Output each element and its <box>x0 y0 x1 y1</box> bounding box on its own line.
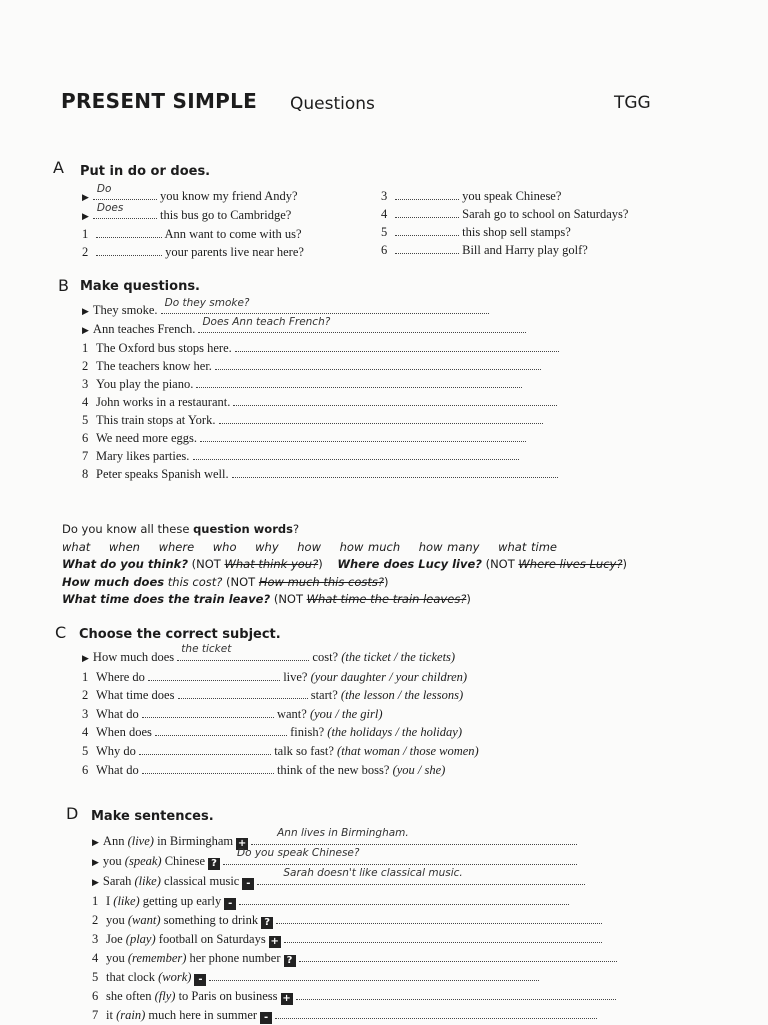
answer-field[interactable] <box>276 912 602 924</box>
section-b-list <box>82 297 559 483</box>
minus-icon: - <box>260 1012 272 1024</box>
minus-icon: - <box>242 878 254 890</box>
list-item: 1 The Oxford bus stops here. <box>82 339 559 357</box>
page-code: TGG <box>614 93 651 113</box>
section-d-letter: D <box>66 804 79 823</box>
answer-field[interactable]: Does <box>93 207 157 219</box>
plus-icon: + <box>237 838 247 849</box>
list-item: 8 Peter speaks Spanish well. <box>82 465 559 483</box>
page-title: PRESENT SIMPLE <box>61 89 258 113</box>
list-item: 6 What do think of the new boss? (you / she) <box>82 762 446 777</box>
question-words-box <box>62 521 627 609</box>
list-item: 3 You play the piano. <box>82 375 559 393</box>
section-a-left-list <box>82 183 304 261</box>
answer-field[interactable] <box>142 762 274 774</box>
answer-field[interactable] <box>142 706 274 718</box>
answer-field[interactable] <box>155 724 287 736</box>
arrow-icon: ▶ <box>92 857 99 867</box>
list-item: 4 you (remember) her phone number ? <box>92 949 617 968</box>
minus-icon: - <box>224 898 236 910</box>
answer-field[interactable] <box>239 893 569 905</box>
list-item: 7 Mary likes parties. <box>82 447 559 465</box>
list-item: ▶ Ann teaches French. Does Ann teach French? <box>82 320 559 339</box>
list-item: 1 Ann want to come with us? <box>82 227 302 241</box>
list-item: 1 I (like) getting up early - <box>92 892 617 911</box>
section-c-title: Choose the correct subject. <box>79 627 281 642</box>
answer-field[interactable] <box>148 669 280 681</box>
answer-field[interactable] <box>178 687 308 699</box>
answer-field[interactable] <box>209 969 539 981</box>
question-words-list: what when where who why how how much how many what time <box>62 539 557 554</box>
answer-field[interactable] <box>193 448 519 460</box>
list-item: ▶ How much does the ticket cost? (the ticket / the tickets) <box>82 643 456 664</box>
answer-field[interactable]: Ann lives in Birmingham. <box>251 833 577 845</box>
answer-field[interactable]: the ticket <box>177 649 309 661</box>
list-item: ▶ you (speak) Chinese ? Do you speak Chinese? <box>92 852 617 872</box>
list-item: 2 What time does start? (the lesson / the lessons) <box>82 688 464 703</box>
list-item: ▶ Does this bus go to Cambridge? <box>82 202 292 222</box>
question-example: What do you think? (NOT What think you?) Where does Lucy live? (NOT Where lives Lucy?) <box>62 557 627 571</box>
answer-field[interactable]: Do <box>93 188 157 200</box>
section-a-title: Put in do or does. <box>80 164 211 179</box>
arrow-icon: ▶ <box>92 837 99 847</box>
minus-icon: - <box>194 974 206 986</box>
answer-field[interactable] <box>219 412 543 424</box>
answer-field[interactable] <box>232 466 558 478</box>
arrow-icon: ▶ <box>82 653 89 663</box>
section-c-list <box>82 643 479 779</box>
section-c-letter: C <box>55 623 67 642</box>
list-item: 4 When does finish? (the holidays / the holiday) <box>82 725 462 740</box>
list-item: 7 it (rain) much here in summer - <box>92 1006 617 1025</box>
list-item: 4 John works in a restaurant. <box>82 393 559 411</box>
page-subtitle: Questions <box>290 94 375 114</box>
list-item: 4 Sarah go to school on Saturdays? <box>381 207 629 221</box>
answer-field[interactable] <box>215 358 541 370</box>
list-item: 5 this shop sell stamps? <box>381 225 571 239</box>
list-item: 6 she often (fly) to Paris on business + <box>92 987 617 1006</box>
section-d-list <box>92 827 617 1025</box>
answer-field[interactable] <box>233 394 557 406</box>
list-item: 3 What do want? (you / the girl) <box>82 706 383 721</box>
answer-field[interactable] <box>200 430 526 442</box>
list-item: ▶ Sarah (like) classical music - Sarah doesn't like classical music. <box>92 872 617 892</box>
question-icon: ? <box>261 917 273 929</box>
section-d-title: Make sentences. <box>91 809 214 824</box>
answer-field[interactable] <box>284 931 602 943</box>
section-a-right-list <box>381 187 628 259</box>
question-icon: ? <box>208 858 220 870</box>
answer-field[interactable]: Sarah doesn't like classical music. <box>257 873 585 885</box>
answer-field[interactable] <box>196 376 522 388</box>
answer-field[interactable] <box>275 1007 597 1019</box>
plus-icon: + <box>282 993 291 1004</box>
question-example: How much does this cost? (NOT How much this costs?) <box>62 574 389 589</box>
answer-field[interactable]: Do they smoke? <box>161 302 489 314</box>
question-icon: ? <box>284 955 296 967</box>
answer-field[interactable] <box>96 244 162 256</box>
list-item: 5 that clock (work) - <box>92 968 617 987</box>
arrow-icon: ▶ <box>82 306 89 316</box>
answer-field[interactable] <box>139 743 271 755</box>
answer-field[interactable]: Does Ann teach French? <box>198 321 526 333</box>
section-b-title: Make questions. <box>80 279 200 294</box>
arrow-icon: ▶ <box>92 877 99 887</box>
section-b-letter: B <box>58 276 69 295</box>
answer-field[interactable] <box>395 188 459 200</box>
answer-field[interactable] <box>395 224 459 236</box>
list-item: 6 Bill and Harry play golf? <box>381 243 588 257</box>
list-item: 5 Why do talk so fast? (that woman / those women) <box>82 743 479 758</box>
answer-field[interactable] <box>395 206 459 218</box>
list-item: 3 Joe (play) football on Saturdays + <box>92 930 617 949</box>
answer-field[interactable] <box>299 950 617 962</box>
list-item: 6 We need more eggs. <box>82 429 559 447</box>
list-item: 2 your parents live near here? <box>82 245 304 259</box>
plus-icon: + <box>270 936 279 947</box>
list-item: 2 The teachers know her. <box>82 357 559 375</box>
arrow-icon: ▶ <box>82 211 89 221</box>
arrow-icon: ▶ <box>82 192 89 202</box>
list-item: 5 This train stops at York. <box>82 411 559 429</box>
answer-field[interactable] <box>296 988 616 1000</box>
answer-field[interactable] <box>235 340 559 352</box>
list-item: ▶ They smoke. Do they smoke? <box>82 301 559 320</box>
answer-field[interactable] <box>96 226 162 238</box>
question-example: What time does the train leave? (NOT What time the train leaves?) <box>62 592 471 606</box>
list-item: 1 Where do live? (your daughter / your children) <box>82 669 468 684</box>
answer-field[interactable] <box>395 242 459 254</box>
list-item: 2 you (want) something to drink ? <box>92 911 617 930</box>
arrow-icon: ▶ <box>82 325 89 335</box>
section-a-letter: A <box>53 158 64 177</box>
list-item: ▶ Ann (live) in Birmingham + Ann lives in Birmingham. <box>92 832 617 852</box>
answer-field[interactable]: Do you speak Chinese? <box>223 853 577 865</box>
question-words-intro: Do you know all these question words? <box>62 522 300 536</box>
list-item: ▶ Do you know my friend Andy? <box>82 183 298 203</box>
list-item: 3 you speak Chinese? <box>381 189 562 203</box>
